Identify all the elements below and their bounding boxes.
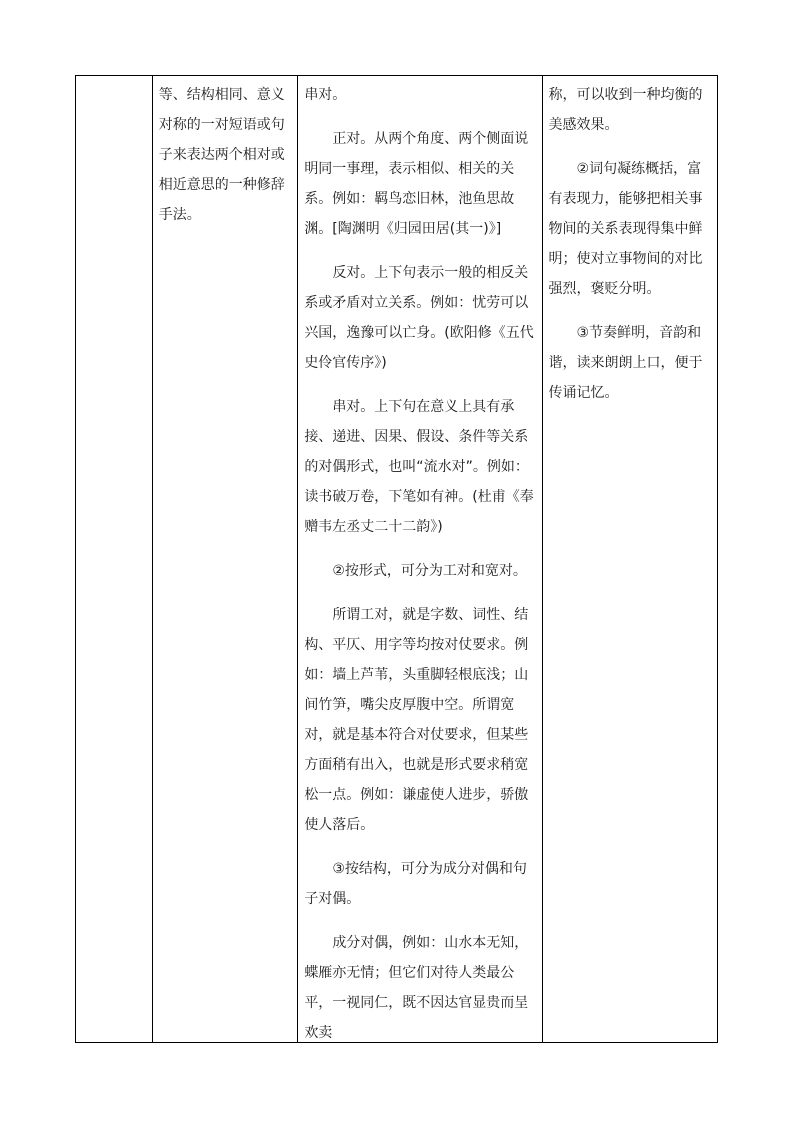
classification-paragraph: ②按形式，可分为工对和宽对。 [332, 563, 527, 579]
effect-paragraph: 称，可以收到一种均衡的美感效果。 [548, 87, 703, 133]
effect-paragraph: ③节奏鲜明，音韵和谐，读来朗朗上口，便于传诵记忆。 [548, 325, 703, 401]
table-column-1 [76, 76, 153, 1042]
table-column-effect [543, 76, 717, 1042]
table-column-definition [153, 76, 299, 1042]
classification-paragraph: 串对。上下句在意义上具有承接、递进、因果、假设、条件等关系的对偶形式，也叫“流水对”。例如：读书破万卷，下笔如有神。(杜甫《奉赠韦左丞丈二十二韵》) [304, 399, 534, 535]
effect-paragraph: ②词句凝练概括，富有表现力，能够把相关事物间的关系表现得集中鲜明；使对立事物间的对比强烈，褒贬分明。 [548, 161, 703, 297]
definition-text: 等、结构相同、意义 对称的一对短语或句 子来表达两个相对或 相近意思的一种修辞 手法。 [158, 87, 285, 223]
classification-paragraph: ③按结构，可分为成分对偶和句子对偶。 [304, 861, 527, 907]
classification-paragraph: 成分对偶，例如：山水本无知，蝶雁亦无情；但它们对待人类最公平，一视同仁，既不因达官显贵而呈欢卖 [304, 935, 529, 1041]
table-column-classification [298, 76, 542, 1042]
content-table [75, 75, 718, 1043]
classification-paragraph: 串对。 [304, 87, 347, 103]
classification-paragraph: 正对。从两个角度、两个侧面说明同一事理，表示相似、相关的关系。例如：羁鸟恋旧林，池鱼思故渊。[陶渊明《归园田居(其一)》] [304, 131, 529, 237]
classification-paragraph: 反对。上下句表示一般的相反关系或矛盾对立关系。例如：忧劳可以兴国，逸豫可以亡身。(欧阳修《五代史伶官传序》) [304, 265, 534, 371]
classification-paragraph: 所谓工对，就是字数、词性、结构、平仄、用字等均按对仗要求。例如：墙上芦苇，头重脚轻根底浅；山间竹笋，嘴尖皮厚腹中空。所谓宽对，就是基本符合对仗要求，但某些方面稍有出入，也就是形式要求稍宽松一点。例如：谦虚使人进步，骄傲使人落后。 [304, 607, 529, 833]
